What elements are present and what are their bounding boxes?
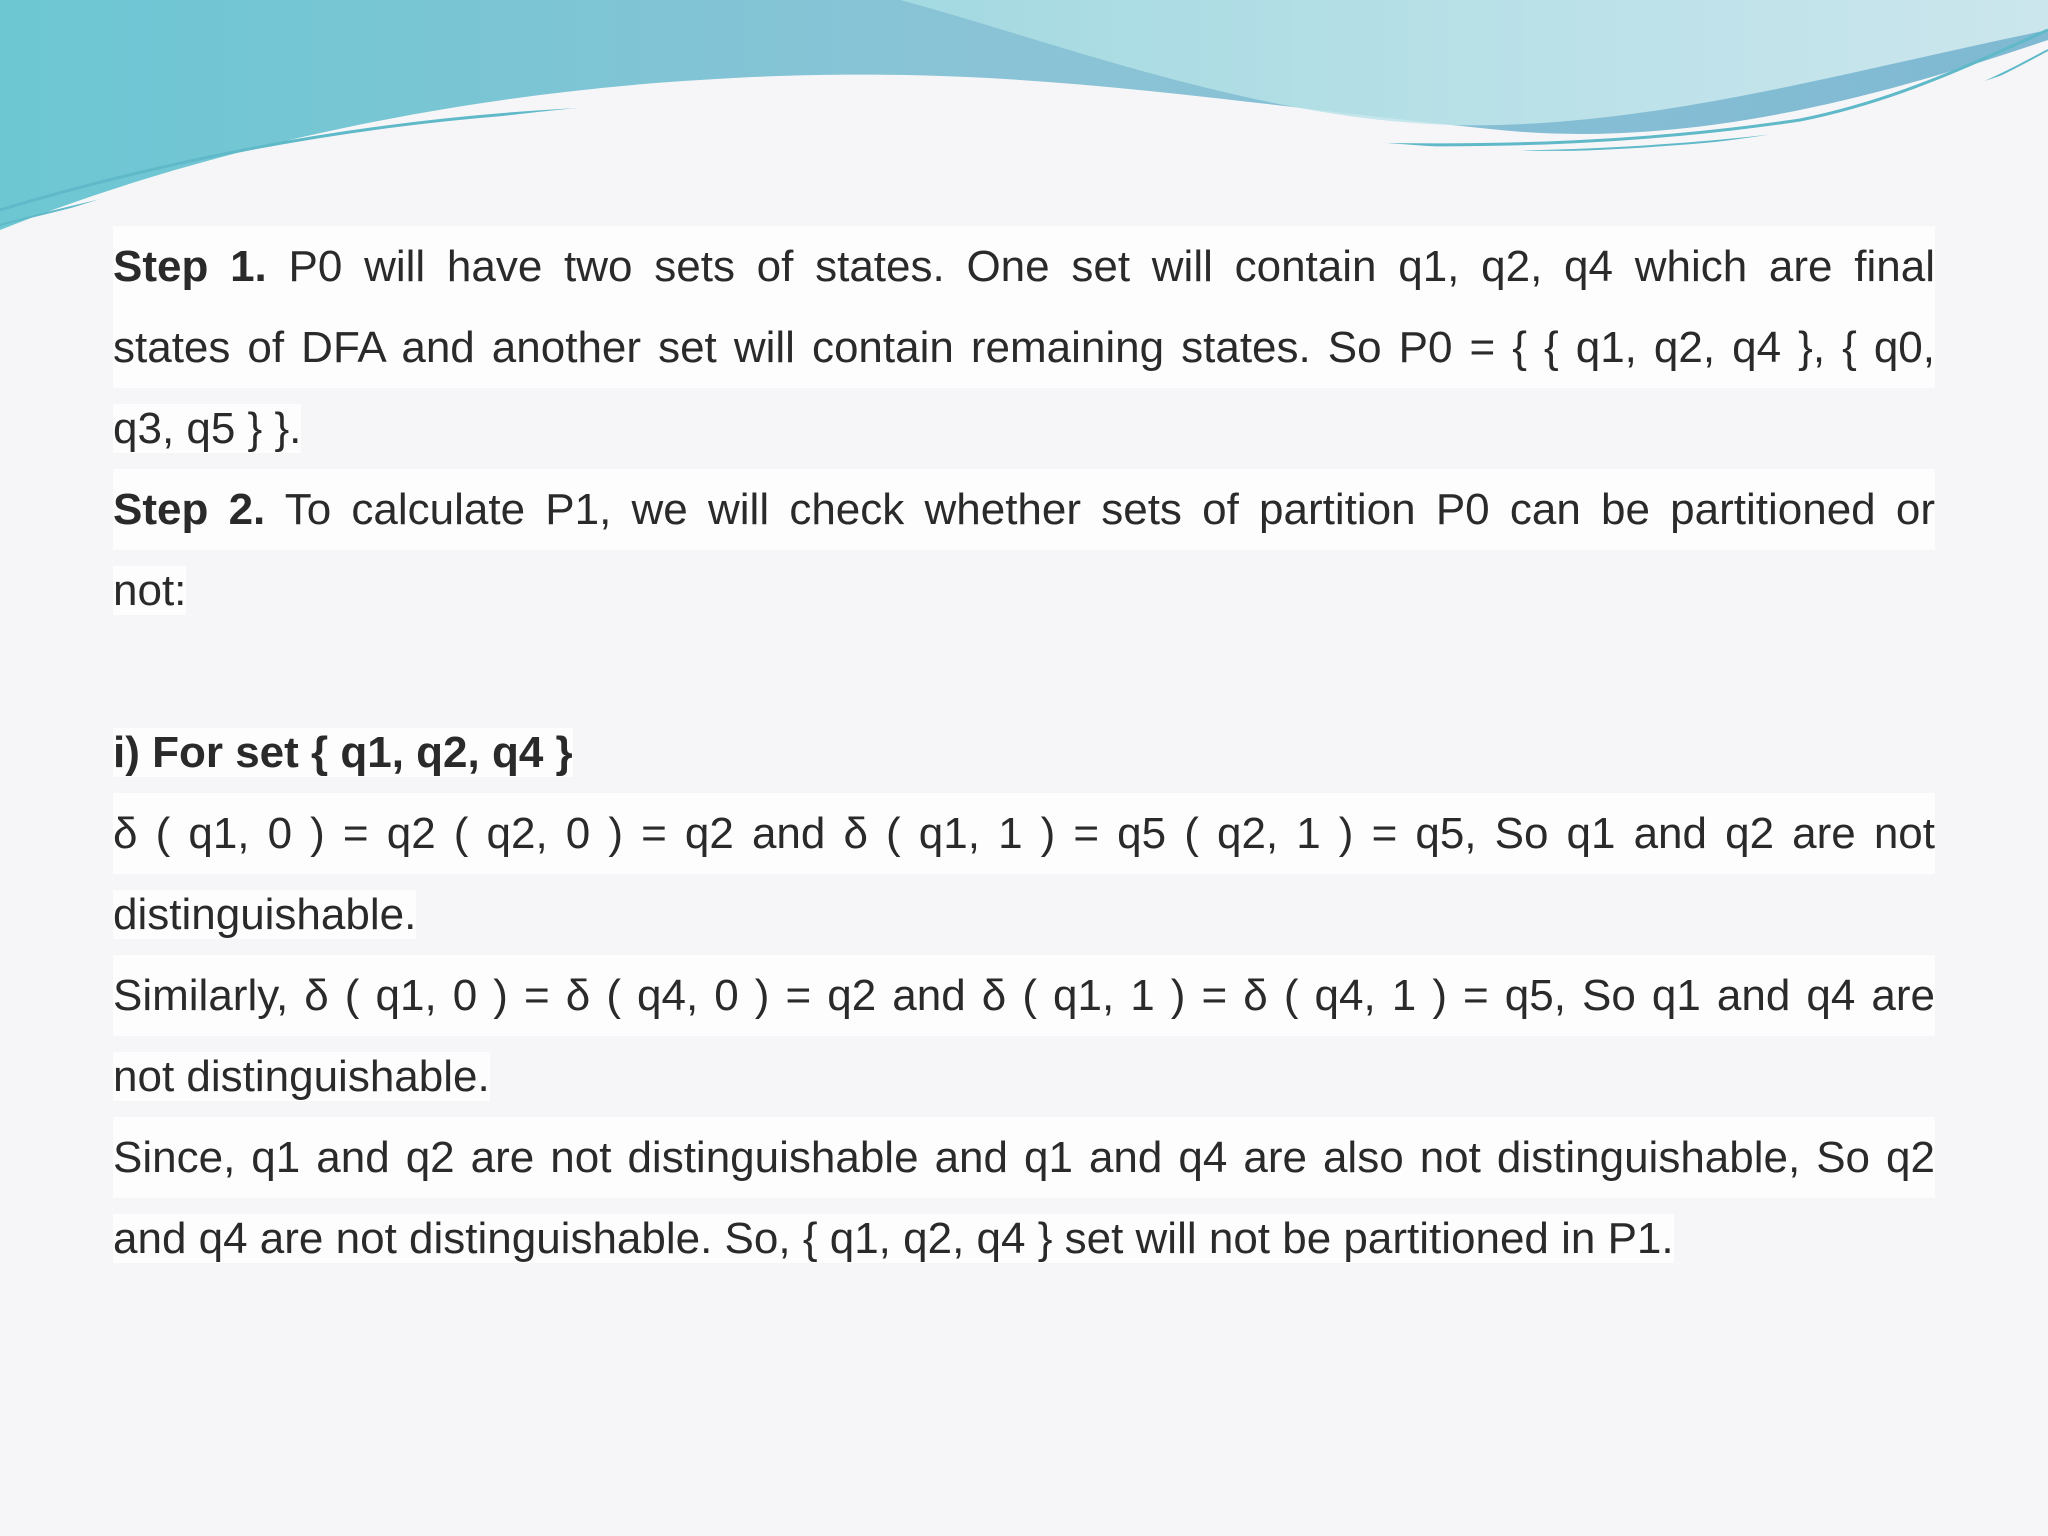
section-i-p2-line2 <box>113 1036 1935 1117</box>
section-i-p3-line2 <box>113 1198 1935 1279</box>
section-i-p2-line1 <box>113 955 1935 1036</box>
section-i-p1-text-2: distinguishable. <box>113 890 417 939</box>
section-i-heading-line <box>113 712 1935 793</box>
step1-line3 <box>113 388 1935 469</box>
step1-line2 <box>113 307 1935 388</box>
section-i-p2-text-2: not distinguishable. <box>113 1052 490 1101</box>
section-i-p3-line1 <box>113 1117 1935 1198</box>
blank-line <box>113 631 1935 712</box>
step2-text-2: not: <box>113 566 187 615</box>
step1-line1 <box>113 226 1935 307</box>
slide-content <box>113 226 1935 1279</box>
step1-text-1: P0 will have two sets of states. One set will contain q1, q2, q4 which are final <box>288 242 1935 291</box>
step1-label: Step 1. <box>113 242 267 291</box>
step2-text-1: To calculate P1, we will check whether sets of partition P0 can be partitioned or <box>284 485 1935 534</box>
step2-line1 <box>113 469 1935 550</box>
section-i-p1-text-1: δ ( q1, 0 ) = q2 ( q2, 0 ) = q2 and δ ( q1, 1 ) = q5 ( q2, 1 ) = q5, So q1 and q2 are not <box>113 809 1935 858</box>
step1-text-3: q3, q5 } }. <box>113 404 302 453</box>
section-i-p1-line1 <box>113 793 1935 874</box>
step1-text-2: states of DFA and another set will contain remaining states. So P0 = { { q1, q2, q4 }, { q0, <box>113 323 1935 372</box>
step2-line2 <box>113 550 1935 631</box>
section-i-p3-text-1: Since, q1 and q2 are not distinguishable and q1 and q4 are also not distinguishable, So q2 <box>113 1133 1935 1182</box>
wave-header-decoration <box>0 0 2048 240</box>
section-i-p1-line2 <box>113 874 1935 955</box>
section-i-p2-text-1: Similarly, δ ( q1, 0 ) = δ ( q4, 0 ) = q2 and δ ( q1, 1 ) = δ ( q4, 1 ) = q5, So q1 and q4 are <box>113 971 1935 1020</box>
section-i-heading: i) For set { q1, q2, q4 } <box>113 728 573 777</box>
step2-label: Step 2. <box>113 485 266 534</box>
section-i-p3-text-2: and q4 are not distinguishable. So, { q1, q2, q4 } set will not be partitioned in P1. <box>113 1214 1674 1263</box>
